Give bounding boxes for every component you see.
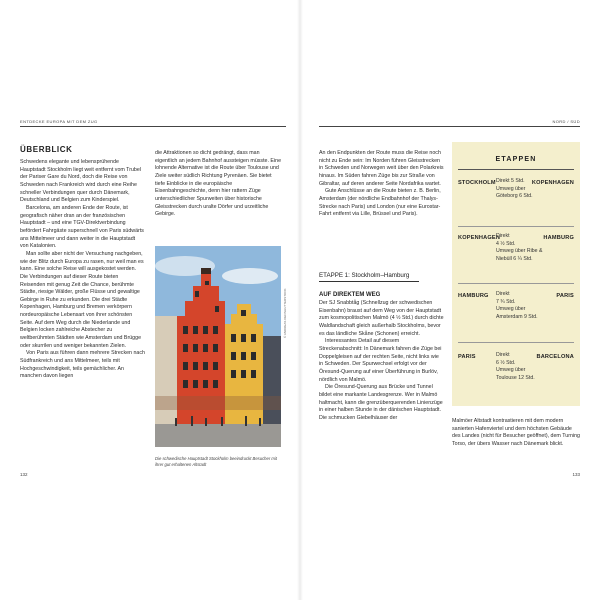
stage-detail: Direkt — [496, 352, 510, 358]
book-gutter — [297, 0, 303, 600]
paragraph: Die Öresund-Querung aus Brücke und Tunnel bildet eine markante Landesgrenze. Wer in Malmö haltmacht, kann die grenzüberquerenden Linienzüge in einer halben Stunde in der dänischen Hauptstadt. Die schmucken Giebelhäuser der — [319, 384, 443, 421]
paragraph: Von Paris aus führen dann mehrere Strecken nach Südfrankreich und ans Mittelmeer, teils mit Hochgeschwindigkeit, teils gemächlicher. An manchen davon liegen — [20, 350, 145, 380]
photo-credit: © ANDREAS DEF/SHUTTERSTOCK — [283, 288, 287, 338]
stage-from: HAMBURG — [458, 293, 489, 299]
running-head-right: NORD / SÜD — [552, 119, 580, 124]
paragraph: Gute Anschlüsse an die Route bieten z. B. Berlin, Amsterdam (der nördliche Endbahnhof der Thalys-Strecke nach Paris) und London (nur eine Eurostar-Fahrt entfernt via Lille, Brüssel und Paris). — [319, 188, 441, 218]
stage-detail: Umweg über Amsterdam 9 Std. — [496, 306, 538, 320]
paragraph: Man sollte aber nicht der Versuchung nachgeben, wie der Blitz durch Europa zu rasen, nur weil man es kann. Eine solche Reise will ausgekostet werden. Die Verbindungen auf dieser Route bieten Reisenden mit genug Zeit die Chance, berühmte Städte, riesige Wälder, große Flüsse und gewaltige Gebirge in Ruhe zu erkunden. Die drei Städte Kopenhagen, Hamburg und Bremen verkörpern nordeuropäische Lebensart von ihrer schönsten Seite. Auf dem Weg durch die Niederlande und Belgien locken zahlreiche Abstecher zu weltberühmten Städten wie Amsterdam und Brügge oder skurrilen und weniger bekannten Zielen. — [20, 250, 144, 349]
paragraph: Barcelona, am anderen Ende der Route, ist geografisch näher dran an der französischen Hauptstadt – und eine TGV-Direktverbindung befördert Fahrgäste superschnell von Paris südwärts ans Mittelmeer und dann weiter in die Hauptstadt von Katalonien. — [20, 204, 144, 250]
left-column-2 — [155, 150, 283, 219]
row-divider — [458, 226, 574, 227]
stage-details — [496, 291, 546, 321]
stage-detail: Direkt — [496, 291, 510, 297]
sub-heading: AUF DIREKTEM WEG — [319, 292, 381, 298]
photo-caption: Die schwedische Hauptstadt Stockholm beeindruckt Besucher mit ihrer gut erhaltenen Altstadt — [155, 456, 277, 467]
paragraph: Interessantes Detail auf diesem Streckenabschnitt: In Dänemark fahren die Züge bei Doppelgleisen auf der rechten Seite, nicht links wie in Schweden. Der Spurwechsel erfolgt vor der Öresund-Querung auf einer Überführung in Burlöv, nördlich von Malmö. — [319, 338, 442, 383]
page-number-right: 133 — [572, 472, 580, 477]
etappen-box — [452, 142, 580, 406]
paragraph: Malmöer Altstadt kontrastieren mit dem modern sanierten Hafenviertel und dem höchsten Gebäude des Landes (nicht für Besucher geöffnet), dem Turning Torso, der übers Wasser nach Dänemark blickt. — [452, 418, 580, 447]
stage-detail: 7 ¾ Std. — [496, 298, 516, 305]
paragraph: An den Endpunkten der Route muss die Reise noch nicht zu Ende sein: Im Norden führen Gleisstrecken in Schweden und Norwegen weit über den Polarkreis hinaus. Im Süden fahren Züge bis zur Straße von Gibraltar, auf deren anderer Seite Nordafrika wartet. — [319, 150, 444, 187]
paragraph: Schwedens elegante und lebensprühende Hauptstadt Stockholm liegt weit entfernt vom Trubel der Pariser Gare du Nord, doch die Reise von Schweden nach Frankreich wird durch eine Reihe schneller Verbindungen quer durch Dänemark, Deutschland und Belgien zum Kinderspiel. — [20, 159, 142, 204]
stage-detail: 4 ½ Std. — [496, 240, 516, 247]
stage-detail: Direkt 5 Std. — [496, 178, 525, 184]
etappen-title: ETAPPEN — [495, 156, 537, 163]
stage-detail: Umweg über Toulouse 12 Std. — [496, 367, 535, 381]
stockholm-photo — [155, 246, 281, 447]
stage-detail: Umweg über Göteborg 6 Std. — [496, 185, 533, 200]
stage-to: PARIS — [556, 293, 574, 299]
stage-to: HAMBURG — [543, 235, 574, 241]
page-number-left: 132 — [20, 472, 28, 477]
stage-to: BARCELONA — [536, 354, 574, 360]
header-rule-right — [319, 126, 580, 127]
right-column-body — [319, 300, 444, 423]
row-divider — [458, 342, 574, 343]
running-head-left: ENTDECKE EUROPA MIT DEM ZUG — [20, 119, 98, 124]
stage-detail: Direkt — [496, 233, 510, 239]
stage-from: STOCKHOLM — [458, 180, 496, 186]
row-divider — [458, 283, 574, 284]
stage-heading-rule — [319, 281, 419, 282]
paragraph: Der SJ Snabbtåg (Schnellzug der schwedischen Eisenbahn) braust auf dem Weg von der Hauptstadt zum kosmopolitischen Malmö (4 ½ Std.) durch dichte Waldlandschaft gleich außerhalb Stockholms, bevor es das ländliche Skåne (Schonen) erreicht. — [319, 300, 444, 337]
stage-from: PARIS — [458, 354, 476, 360]
right-column-intro — [319, 150, 444, 219]
stage-to: KOPENHAGEN — [531, 180, 574, 186]
right-column-2 — [452, 418, 580, 449]
stage-details — [496, 233, 546, 263]
stage-heading: ETAPPE 1: Stockholm–Hamburg — [319, 272, 410, 279]
left-column-1 — [20, 159, 145, 381]
section-heading: ÜBERBLICK — [20, 145, 73, 154]
stage-detail: 6 ½ Std. — [496, 359, 516, 366]
etappen-title-rule — [458, 169, 574, 170]
paragraph: die Attraktionen so dicht gedrängt, dass man eigentlich an jedem Bahnhof aussteigen müsste. Eine lohnende Alternative ist die Route über Toulouse und Ziele weiter südlich Richtung Pyrenäen. Sie bietet tiefe Einblicke in die europäische Eisenbahngeschichte, denn hier rattern Züge unterschiedlicher Spurweiten über historische Gleisstrecken durch uralte Dörfer und urzeitliche Gebirge. — [155, 150, 282, 218]
header-rule-left — [20, 126, 286, 127]
stage-detail: Umweg über Ribe & Niebüll 6 ¼ Std. — [496, 248, 543, 262]
stage-from: KOPENHAGEN — [458, 235, 501, 241]
